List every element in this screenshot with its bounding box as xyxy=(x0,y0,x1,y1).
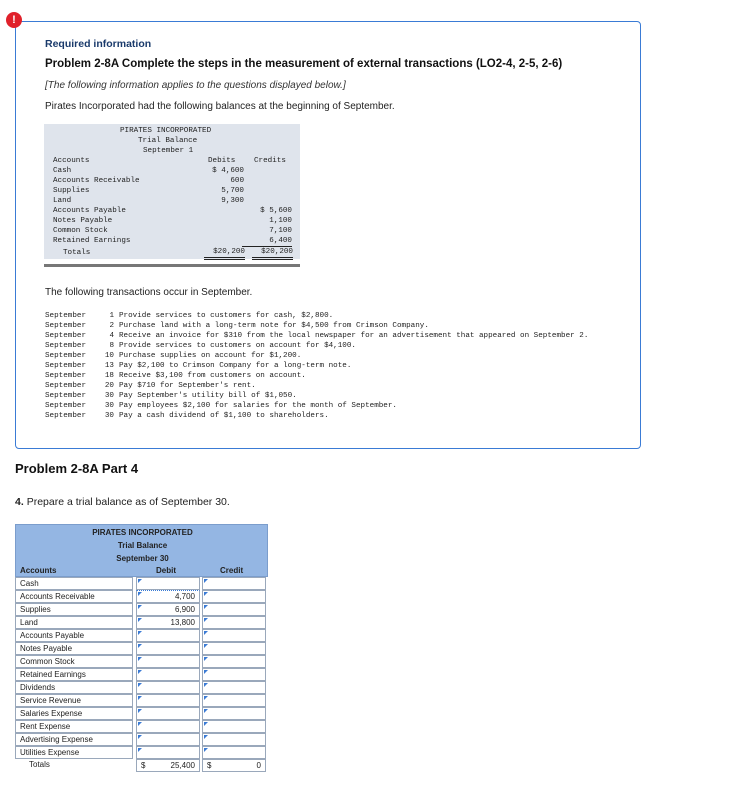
credit-input[interactable] xyxy=(202,577,266,590)
transaction-row xyxy=(45,331,639,341)
trial-balance-worksheet xyxy=(15,524,268,773)
col-credit-header: Credit xyxy=(220,566,244,575)
table-row xyxy=(15,616,268,629)
credit-input[interactable] xyxy=(202,616,266,629)
account-name: Retained Earnings xyxy=(15,668,133,681)
tb-row-debit: 600 xyxy=(230,177,244,185)
account-name: Advertising Expense xyxy=(15,733,133,746)
col-debit-header: Debit xyxy=(156,566,176,575)
total-debit-currency: $ xyxy=(141,761,146,770)
tb-totals-label: Totals xyxy=(63,249,91,257)
credit-input[interactable] xyxy=(202,590,266,603)
credit-input[interactable] xyxy=(202,694,266,707)
part-title: Problem 2-8A Part 4 xyxy=(15,461,139,476)
transaction-row xyxy=(45,401,639,411)
tb-row-debit: $ 4,600 xyxy=(212,167,244,175)
account-name: Accounts Payable xyxy=(15,629,133,642)
transaction-row xyxy=(45,341,639,351)
transaction-month: September xyxy=(45,392,87,400)
transaction-month: September xyxy=(45,402,87,410)
transaction-day: 2 xyxy=(109,322,114,330)
transaction-row xyxy=(45,351,639,361)
debit-input[interactable] xyxy=(136,707,200,720)
table-row xyxy=(15,668,268,681)
transaction-row xyxy=(45,371,639,381)
tb-date: September 1 xyxy=(143,147,194,155)
tb-col-debits: Debits xyxy=(208,157,236,165)
table-row xyxy=(15,590,268,603)
debit-input[interactable] xyxy=(136,681,200,694)
tb-row-account: Land xyxy=(53,197,72,205)
transaction-day: 1 xyxy=(109,312,114,320)
worksheet-company: PIRATES INCORPORATED xyxy=(92,528,193,537)
tb-row-debit: 5,700 xyxy=(221,187,244,195)
transaction-desc: Purchase supplies on account for $1,200. xyxy=(119,352,302,360)
table-row xyxy=(15,577,268,590)
table-row xyxy=(15,720,268,733)
tb-row-credit: 6,400 xyxy=(242,236,292,247)
transaction-month: September xyxy=(45,362,87,370)
tb-row-credit: $ 5,600 xyxy=(260,207,292,215)
alert-icon: ! xyxy=(6,12,22,28)
tb-row-account: Notes Payable xyxy=(53,217,113,225)
transaction-month: September xyxy=(45,412,87,420)
question-number: 4. xyxy=(15,496,24,508)
table-row xyxy=(15,629,268,642)
intro-text: Pirates Incorporated had the following balances at the beginning of September. xyxy=(45,101,395,112)
transaction-month: September xyxy=(45,322,87,330)
transaction-desc: Pay $710 for September's rent. xyxy=(119,382,256,390)
debit-input[interactable]: 13,800 xyxy=(136,616,200,629)
transaction-desc: Provide services to customers for cash, $2,800. xyxy=(119,312,334,320)
debit-input[interactable] xyxy=(136,720,200,733)
total-debit xyxy=(136,759,200,772)
debit-input[interactable] xyxy=(136,746,200,759)
credit-input[interactable] xyxy=(202,668,266,681)
table-row xyxy=(15,655,268,668)
total-debit-value: 25,400 xyxy=(170,761,195,770)
account-name: Cash xyxy=(15,577,133,590)
required-information-heading: Required information xyxy=(45,38,152,50)
credit-input[interactable] xyxy=(202,629,266,642)
worksheet-title: Trial Balance xyxy=(117,541,168,550)
transaction-month: September xyxy=(45,372,87,380)
tb-title: Trial Balance xyxy=(138,137,198,145)
transaction-day: 10 xyxy=(104,352,114,360)
tb-row-account: Accounts Receivable xyxy=(53,177,140,185)
tb-row-account: Accounts Payable xyxy=(53,207,126,215)
total-credit-currency: $ xyxy=(207,761,212,770)
account-name: Salaries Expense xyxy=(15,707,133,720)
tb-row-account: Retained Earnings xyxy=(53,237,131,245)
col-accounts-header: Accounts xyxy=(20,566,57,575)
transaction-day: 13 xyxy=(104,362,114,370)
debit-input[interactable] xyxy=(136,733,200,746)
tb-row-account: Supplies xyxy=(53,187,90,195)
account-name: Land xyxy=(15,616,133,629)
initial-trial-balance xyxy=(44,124,300,266)
account-name: Accounts Receivable xyxy=(15,590,133,603)
transaction-desc: Pay $2,100 to Crimson Company for a long-term note. xyxy=(119,362,352,370)
transaction-desc: Pay a cash dividend of $1,100 to shareholders. xyxy=(119,412,329,420)
credit-input[interactable] xyxy=(202,733,266,746)
debit-input[interactable] xyxy=(136,668,200,681)
total-credit-value: 0 xyxy=(256,761,261,770)
tb-row-credit: 7,100 xyxy=(269,227,292,235)
tb-total-credit: $20,200 xyxy=(252,247,293,260)
table-row xyxy=(15,707,268,720)
table-row xyxy=(15,733,268,746)
credit-input[interactable] xyxy=(202,707,266,720)
account-name: Supplies xyxy=(15,603,133,616)
transaction-day: 30 xyxy=(104,402,114,410)
debit-input[interactable] xyxy=(136,577,200,590)
account-name: Rent Expense xyxy=(15,720,133,733)
transaction-day: 18 xyxy=(104,372,114,380)
account-name: Dividends xyxy=(15,681,133,694)
question-prompt: Prepare a trial balance as of September 30. xyxy=(26,496,230,508)
tb-row-account: Cash xyxy=(53,167,72,175)
table-row xyxy=(15,746,268,759)
table-row xyxy=(15,642,268,655)
table-row xyxy=(15,681,268,694)
transaction-desc: Receive an invoice for $310 from the local newspaper for an advertisement that appeared on September 2. xyxy=(119,332,589,340)
total-credit xyxy=(202,759,266,772)
table-row xyxy=(15,603,268,616)
transaction-desc: Provide services to customers on account for $4,100. xyxy=(119,342,356,350)
transaction-day: 4 xyxy=(109,332,114,340)
tb-company: PIRATES INCORPORATED xyxy=(120,127,212,135)
transaction-row xyxy=(45,391,639,401)
transactions-intro: The following transactions occur in September. xyxy=(45,287,253,298)
transaction-desc: Pay employees $2,100 for salaries for the month of September. xyxy=(119,402,397,410)
debit-input[interactable]: 6,900 xyxy=(136,603,200,616)
transaction-month: September xyxy=(45,332,87,340)
transaction-row xyxy=(45,311,639,321)
debit-input[interactable] xyxy=(136,655,200,668)
totals-row xyxy=(15,759,268,772)
debit-input[interactable] xyxy=(136,642,200,655)
account-name: Notes Payable xyxy=(15,642,133,655)
credit-input[interactable] xyxy=(202,642,266,655)
transaction-row xyxy=(45,361,639,371)
transaction-month: September xyxy=(45,312,87,320)
account-name: Common Stock xyxy=(15,655,133,668)
tb-row-credit: 1,100 xyxy=(269,217,292,225)
tb-row-account: Common Stock xyxy=(53,227,108,235)
problem-title: Problem 2-8A Complete the steps in the measurement of external transactions (LO2-4, 2-5, 2-6) xyxy=(45,58,563,70)
question-text xyxy=(15,496,230,508)
credit-input[interactable] xyxy=(202,655,266,668)
totals-label: Totals xyxy=(15,759,133,772)
transaction-row xyxy=(45,321,639,331)
transaction-day: 30 xyxy=(104,392,114,400)
trial-balance-rule xyxy=(44,264,300,267)
debit-input[interactable] xyxy=(136,629,200,642)
account-name: Service Revenue xyxy=(15,694,133,707)
transaction-day: 20 xyxy=(104,382,114,390)
tb-total-debit: $20,200 xyxy=(204,247,245,260)
transaction-desc: Pay September's utility bill of $1,050. xyxy=(119,392,297,400)
table-row xyxy=(15,694,268,707)
transaction-day: 30 xyxy=(104,412,114,420)
transaction-month: September xyxy=(45,342,87,350)
tb-col-accounts: Accounts xyxy=(53,157,90,165)
tb-col-credits: Credits xyxy=(254,157,286,165)
transaction-desc: Receive $3,100 from customers on account. xyxy=(119,372,306,380)
transaction-row xyxy=(45,411,639,421)
account-name: Utilities Expense xyxy=(15,746,133,759)
transaction-month: September xyxy=(45,382,87,390)
debit-input[interactable]: 4,700 xyxy=(136,590,200,603)
tb-row-debit: 9,300 xyxy=(221,197,244,205)
instruction-note: [The following information applies to the questions displayed below.] xyxy=(45,80,346,91)
transaction-month: September xyxy=(45,352,87,360)
credit-input[interactable] xyxy=(202,746,266,759)
transaction-desc: Purchase land with a long-term note for $4,500 from Crimson Company. xyxy=(119,322,429,330)
transaction-row xyxy=(45,381,639,391)
transaction-day: 8 xyxy=(109,342,114,350)
debit-input[interactable] xyxy=(136,694,200,707)
credit-input[interactable] xyxy=(202,681,266,694)
worksheet-date: September 30 xyxy=(116,554,169,563)
transactions-list xyxy=(45,311,639,421)
credit-input[interactable] xyxy=(202,720,266,733)
credit-input[interactable] xyxy=(202,603,266,616)
